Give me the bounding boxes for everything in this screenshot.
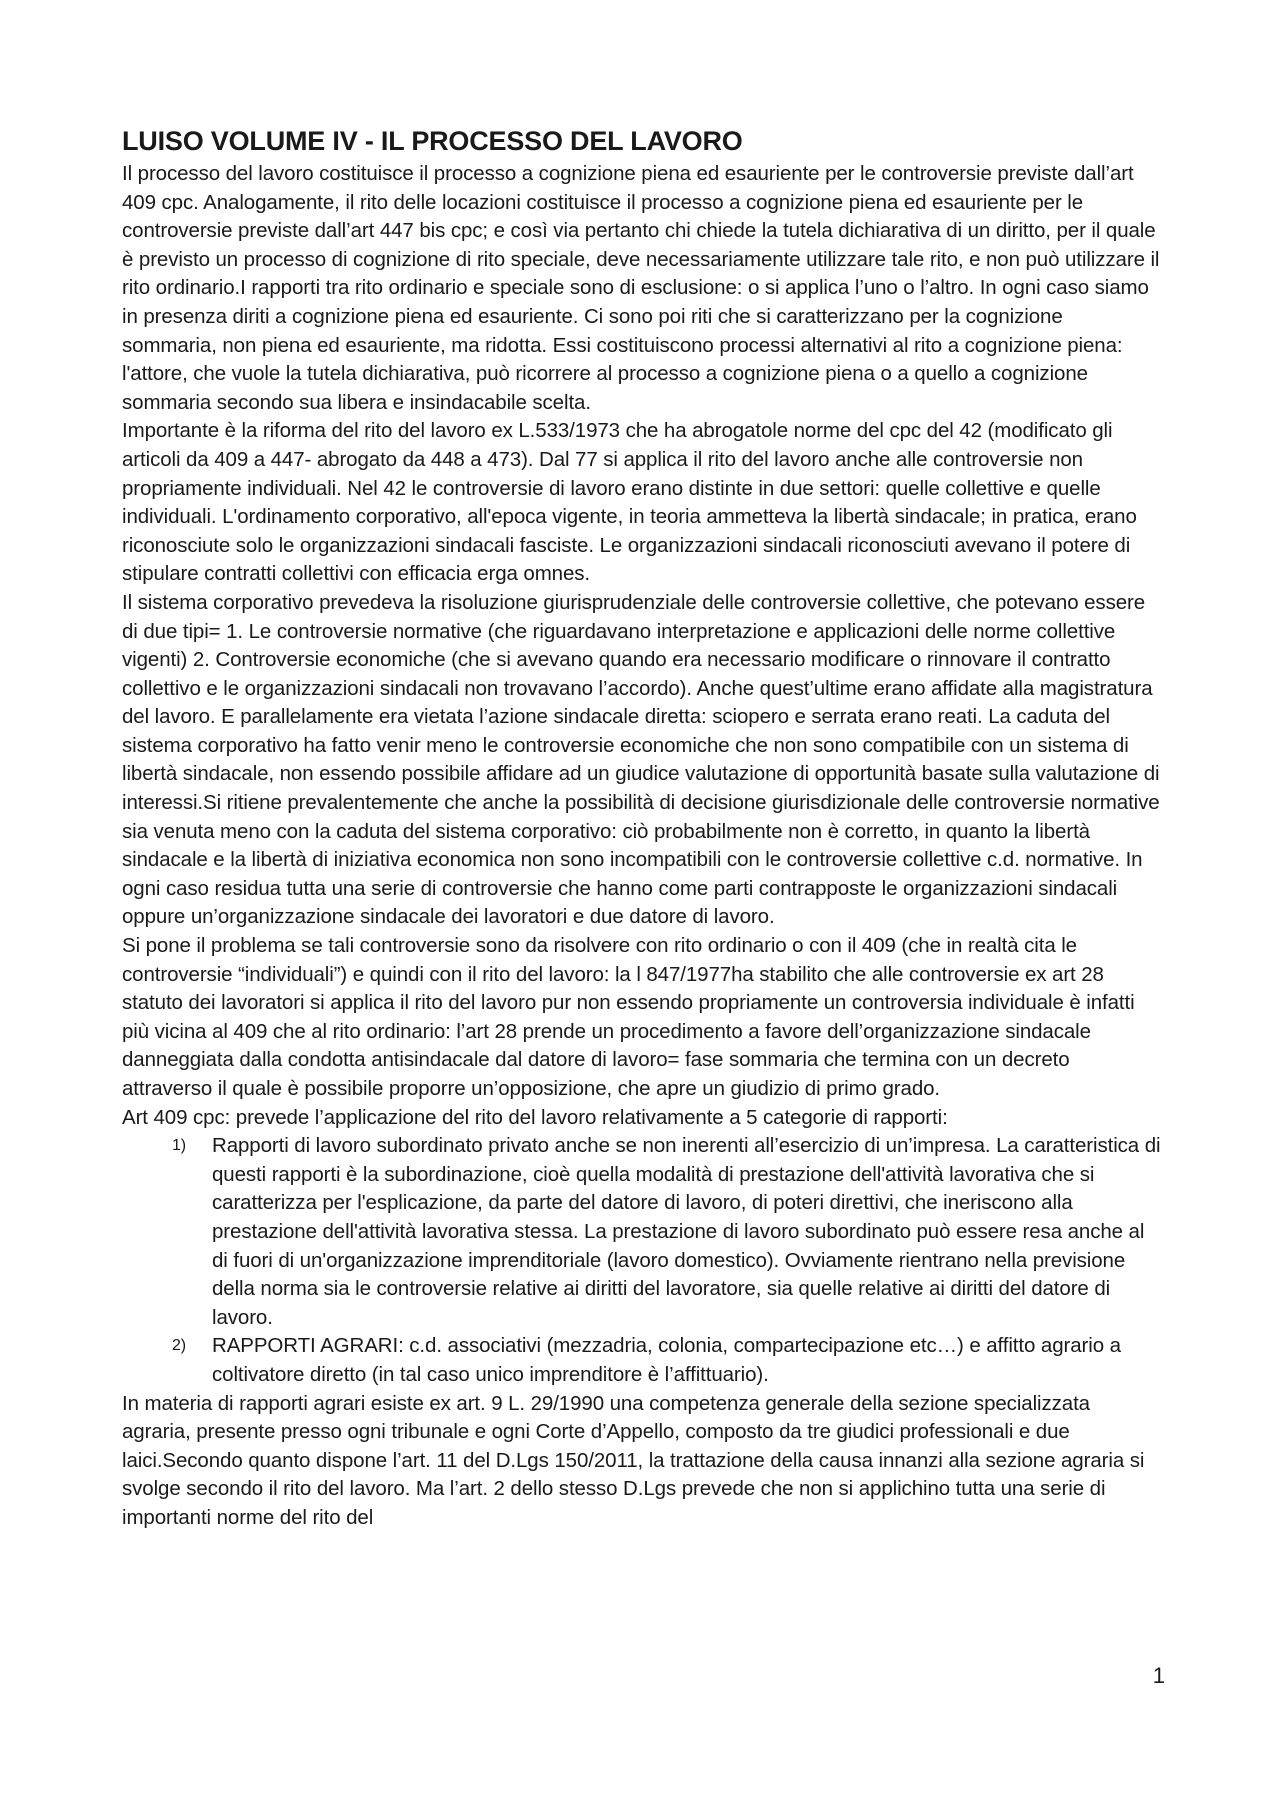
paragraph: Si pone il problema se tali controversie sono da risolvere con rito ordinario o con il 409 (che in realtà cita le controversie “individuali”) e quindi con il rito del lavoro: la l 847/1977ha stabilito che alle controversie ex art 28 statuto dei lavoratori si applica il rito del lavoro pur non essendo propriamente un controversia individuale è infatti più vicina al 409 che al rito ordinario: l’art 28 prende un procedimento a favore dell’organizzazione sindacale danneggiata dalla condotta antisindacale dal datore di lavoro= fase sommaria che termina con un decreto attraverso il quale è possibile proporre un’opposizione, che apre un giudizio di primo grado.	[122, 934, 1135, 1100]
numbered-list	[122, 1132, 1162, 1389]
page-title: LUISO VOLUME IV - IL PROCESSO DEL LAVORO	[122, 126, 743, 156]
list-marker: 2)	[172, 1337, 187, 1355]
list-item-text: Rapporti di lavoro subordinato privato anche se non inerenti all’esercizio di un’impresa. La caratteristica di questi rapporti è la subordinazione, cioè quella modalità di prestazione dell'attività lavorativa che si caratterizza per l'esplicazione, da parte del datore di lavoro, di poteri direttivi, che ineriscono alla prestazione dell'attività lavorativa stessa. La prestazione di lavoro subordinato può essere resa anche al di fuori di un'organizzazione imprenditoriale (lavoro domestico). Ovviamente rientrano nella previsione della norma sia le controversie relative ai diritti del lavoratore, sia quelle relative ai diritti del datore di lavoro.	[212, 1134, 1161, 1329]
list-item	[122, 1132, 1162, 1332]
paragraph: Il sistema corporativo prevedeva la risoluzione giurisprudenziale delle controversie collettive, che potevano essere di due tipi= 1. Le controversie normative (che riguardavano interpretazione e applicazioni delle norme collettive vigenti) 2. Controversie economiche (che si avevano quando era necessario modificare o rinnovare il contratto collettivo e le organizzazioni sindacali non trovavano l’accordo). Anche quest’ultime erano affidate alla magistratura del lavoro. E parallelamente era vietata l’azione sindacale diretta: sciopero e serrata erano reati. La caduta del sistema corporativo ha fatto venir meno le controversie economiche che non sono compatibile con un sistema di libertà sindacale, non essendo possibile affidare ad un giudice valutazione di opportunità basate sulla valutazione di interessi.Si ritiene prevalentemente che anche la possibilità di decisione giurisdizionale delle controversie normative sia venuta meno con la caduta del sistema corporativo: ciò probabilmente non è corretto, in quanto la libertà sindacale e la libertà di iniziativa economica non sono incompatibili con le controversie collettive c.d. normative. In ogni caso residua tutta una serie di controversie che hanno come parti contrapposte le organizzazioni sindacali oppure un’organizzazione sindacale dei lavoratori e due datore di lavoro.	[122, 590, 1160, 929]
paragraph: In materia di rapporti agrari esiste ex art. 9 L. 29/1990 una competenza generale della sezione specializzata agraria, presente presso ogni tribunale e ogni Corte d’Appello, composto da tre giudici professionali e due laici.Secondo quanto dispone l’art. 11 del D.Lgs 150/2011, la trattazione della causa innanzi alla sezione agraria si svolge secondo il rito del lavoro. Ma l’art. 2 dello stesso D.Lgs prevede che non si applichino tutta una serie di importanti norme del rito del	[122, 1391, 1145, 1529]
list-item-text: RAPPORTI AGRARI: c.d. associativi (mezzadria, colonia, compartecipazione etc…) e affitto agrario a coltivatore diretto (in tal caso unico imprenditore è l’affittuario).	[212, 1334, 1121, 1386]
list-item	[122, 1332, 1162, 1389]
paragraph: Importante è la riforma del rito del lavoro ex L.533/1973 che ha abrogatole norme del cpc del 42 (modificato gli articoli da 409 a 447- abrogato da 448 a 473). Dal 77 si applica il rito del lavoro anche alle controversie non propriamente individuali. Nel 42 le controversie di lavoro erano distinte in due settori: quelle collettive e quelle individuali. L'ordinamento corporativo, all'epoca vigente, in teoria ammetteva la libertà sindacale; in pratica, erano riconosciute solo le organizzazioni sindacali fasciste. Le organizzazioni sindacali riconosciuti avevano il potere di stipulare contratti collettivi con efficacia erga omnes.	[122, 419, 1137, 586]
list-marker: 1)	[172, 1137, 187, 1155]
page-number: 1	[1152, 1663, 1165, 1688]
paragraph: Il processo del lavoro costituisce il processo a cognizione piena ed esauriente per le controversie previste dall’art 409 cpc. Analogamente, il rito delle locazioni costituisce il processo a cognizione piena ed esauriente per le controversie previste dall’art 447 bis cpc; e così via pertanto chi chiede la tutela dichiarativa di un diritto, per il quale è previsto un processo di cognizione di rito speciale, deve necessariamente utilizzare tale rito, e non può utilizzare il rito ordinario.I rapporti tra rito ordinario e speciale sono di esclusione: o si applica l’uno o l’altro. In ogni caso siamo in presenza diriti a cognizione piena ed esauriente. Ci sono poi riti che si caratterizzano per la cognizione sommaria, non piena ed esauriente, ma ridotta. Essi costituiscono processi alternativi al rito a cognizione piena: l'attore, che vuole la tutela dichiarativa, può ricorrere al processo a cognizione piena o a quello a cognizione sommaria secondo sua libera e insindacabile scelta.	[122, 162, 1160, 414]
document-page	[122, 124, 1162, 1533]
paragraph: Art 409 cpc: prevede l’applicazione del rito del lavoro relativamente a 5 categorie di rapporti:	[122, 1105, 948, 1129]
